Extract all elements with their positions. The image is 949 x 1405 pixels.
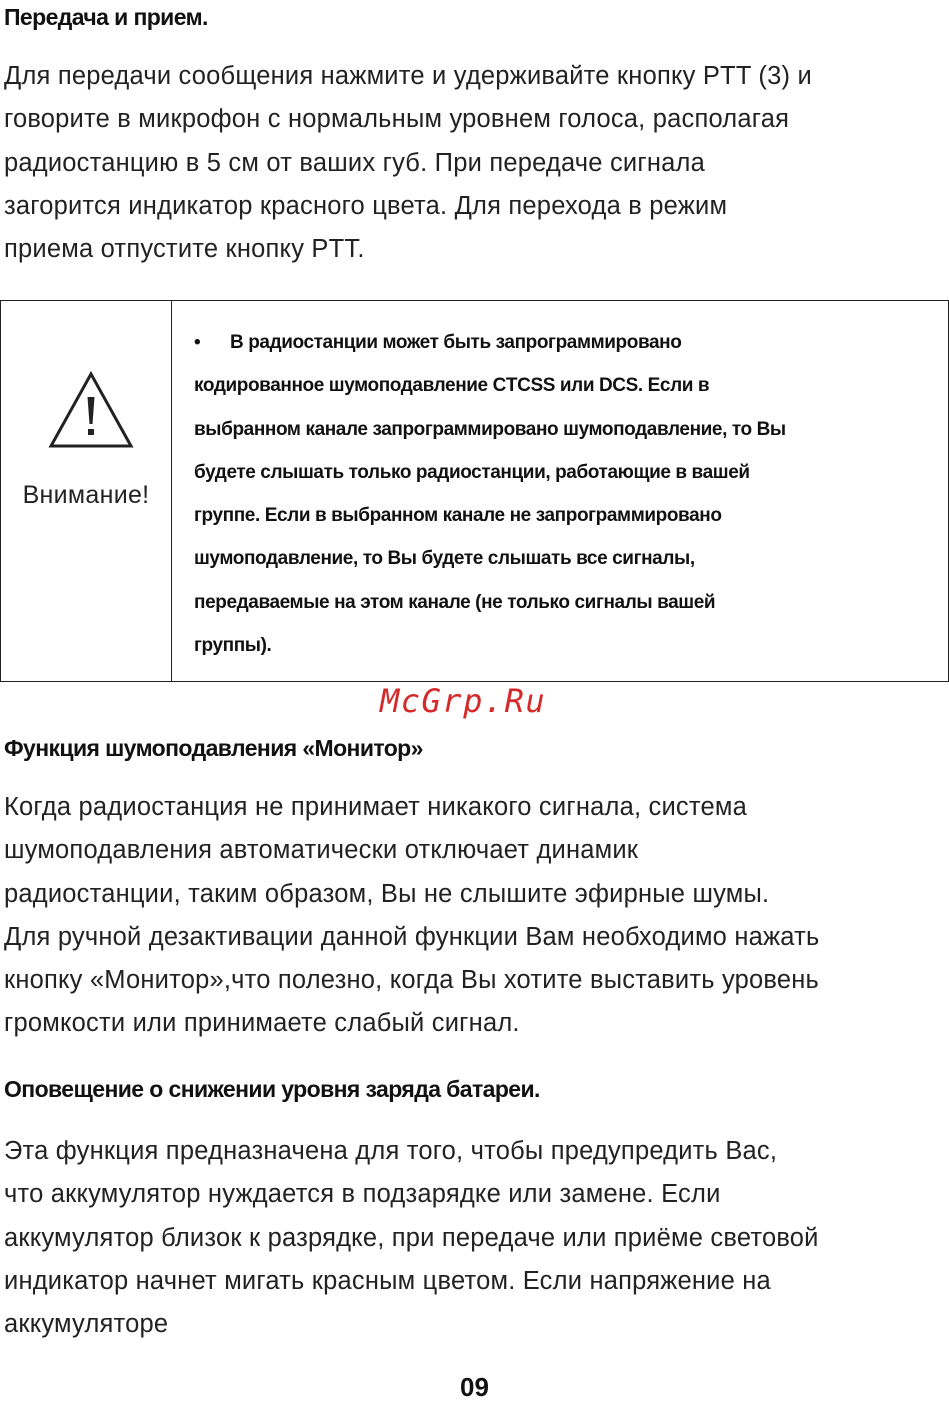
text-line: кнопку «Монитор»,что полезно, когда Вы хотите выставить уровень [4,966,820,995]
watermark: McGrp.Ru [380,682,547,720]
text-line: Для передачи сообщения нажмите и удерживайте кнопку PTT (3) и [4,62,812,90]
section-body-battery-alert [4,1130,948,1346]
text-line: шумоподавление, то Вы будете слышать все сигналы, [194,548,695,570]
text-line: радиостанции, таким образом, Вы не слышите эфирные шумы. [4,879,770,908]
text-line: что аккумулятор нуждается в подзарядке или замене. Если [4,1180,721,1209]
text-line: индикатор начнет мигать красным цветом. Если напряжение на [4,1266,771,1295]
warning-notice-label-cell [1,301,172,681]
text-line: Когда радиостанция не принимает никакого сигнала, система [4,793,747,821]
text-line: группе. Если в выбранном канале не запрограммировано [194,505,722,527]
text-line: громкости или принимаете слабый сигнал. [4,1009,520,1038]
page-number: 09 [460,1372,489,1402]
text-line: аккумулятор близок к разрядке, при передаче или приёме световой [4,1223,819,1252]
text-line: будете слышать только радиостанции, работающие в вашей [194,461,750,483]
text-line: Для ручной дезактивации данной функции Вам необходимо нажать [4,922,820,951]
warning-notice-text [194,321,786,667]
text-line: передаваемые на этом канале (не только сигналы вашей [194,591,716,613]
section-body-monitor [4,786,948,1046]
bullet-marker: • [194,332,201,353]
warning-notice-box [0,300,949,682]
text-line: выбранном канале запрограммировано шумоподавление, то Вы [194,418,786,440]
section-title-transmit-receive: Передача и прием. [4,4,208,30]
text-line: аккумуляторе [4,1310,169,1339]
text-line: группы). [194,635,272,657]
text-line: приема отпустите кнопку PTT. [4,235,365,264]
warning-label: Внимание! [22,481,150,509]
text-line: загорится индикатор красного цвета. Для перехода в режим [4,191,728,220]
warning-triangle-icon [48,371,134,449]
text-line: шумоподавления автоматически отключает динамик [4,836,639,865]
text-line: кодированное шумоподавление CTCSS или DCS. Если в [194,375,710,397]
text-line: говорите в микрофон с нормальным уровнем голоса, располагая [4,105,790,134]
section-body-transmit-receive [4,55,948,271]
section-title-battery-alert: Оповещение о снижении уровня заряда батареи. [4,1076,540,1102]
warning-notice-text-cell [172,301,948,681]
text-line: Эта функция предназначена для того, чтобы предупредить Вас, [4,1137,778,1165]
text-line: радиостанцию в 5 см от ваших губ. При передаче сигнала [4,148,705,177]
section-title-monitor: Функция шумоподавления «Монитор» [4,735,423,761]
text-line: В радиостанции может быть запрограммировано [230,332,682,353]
